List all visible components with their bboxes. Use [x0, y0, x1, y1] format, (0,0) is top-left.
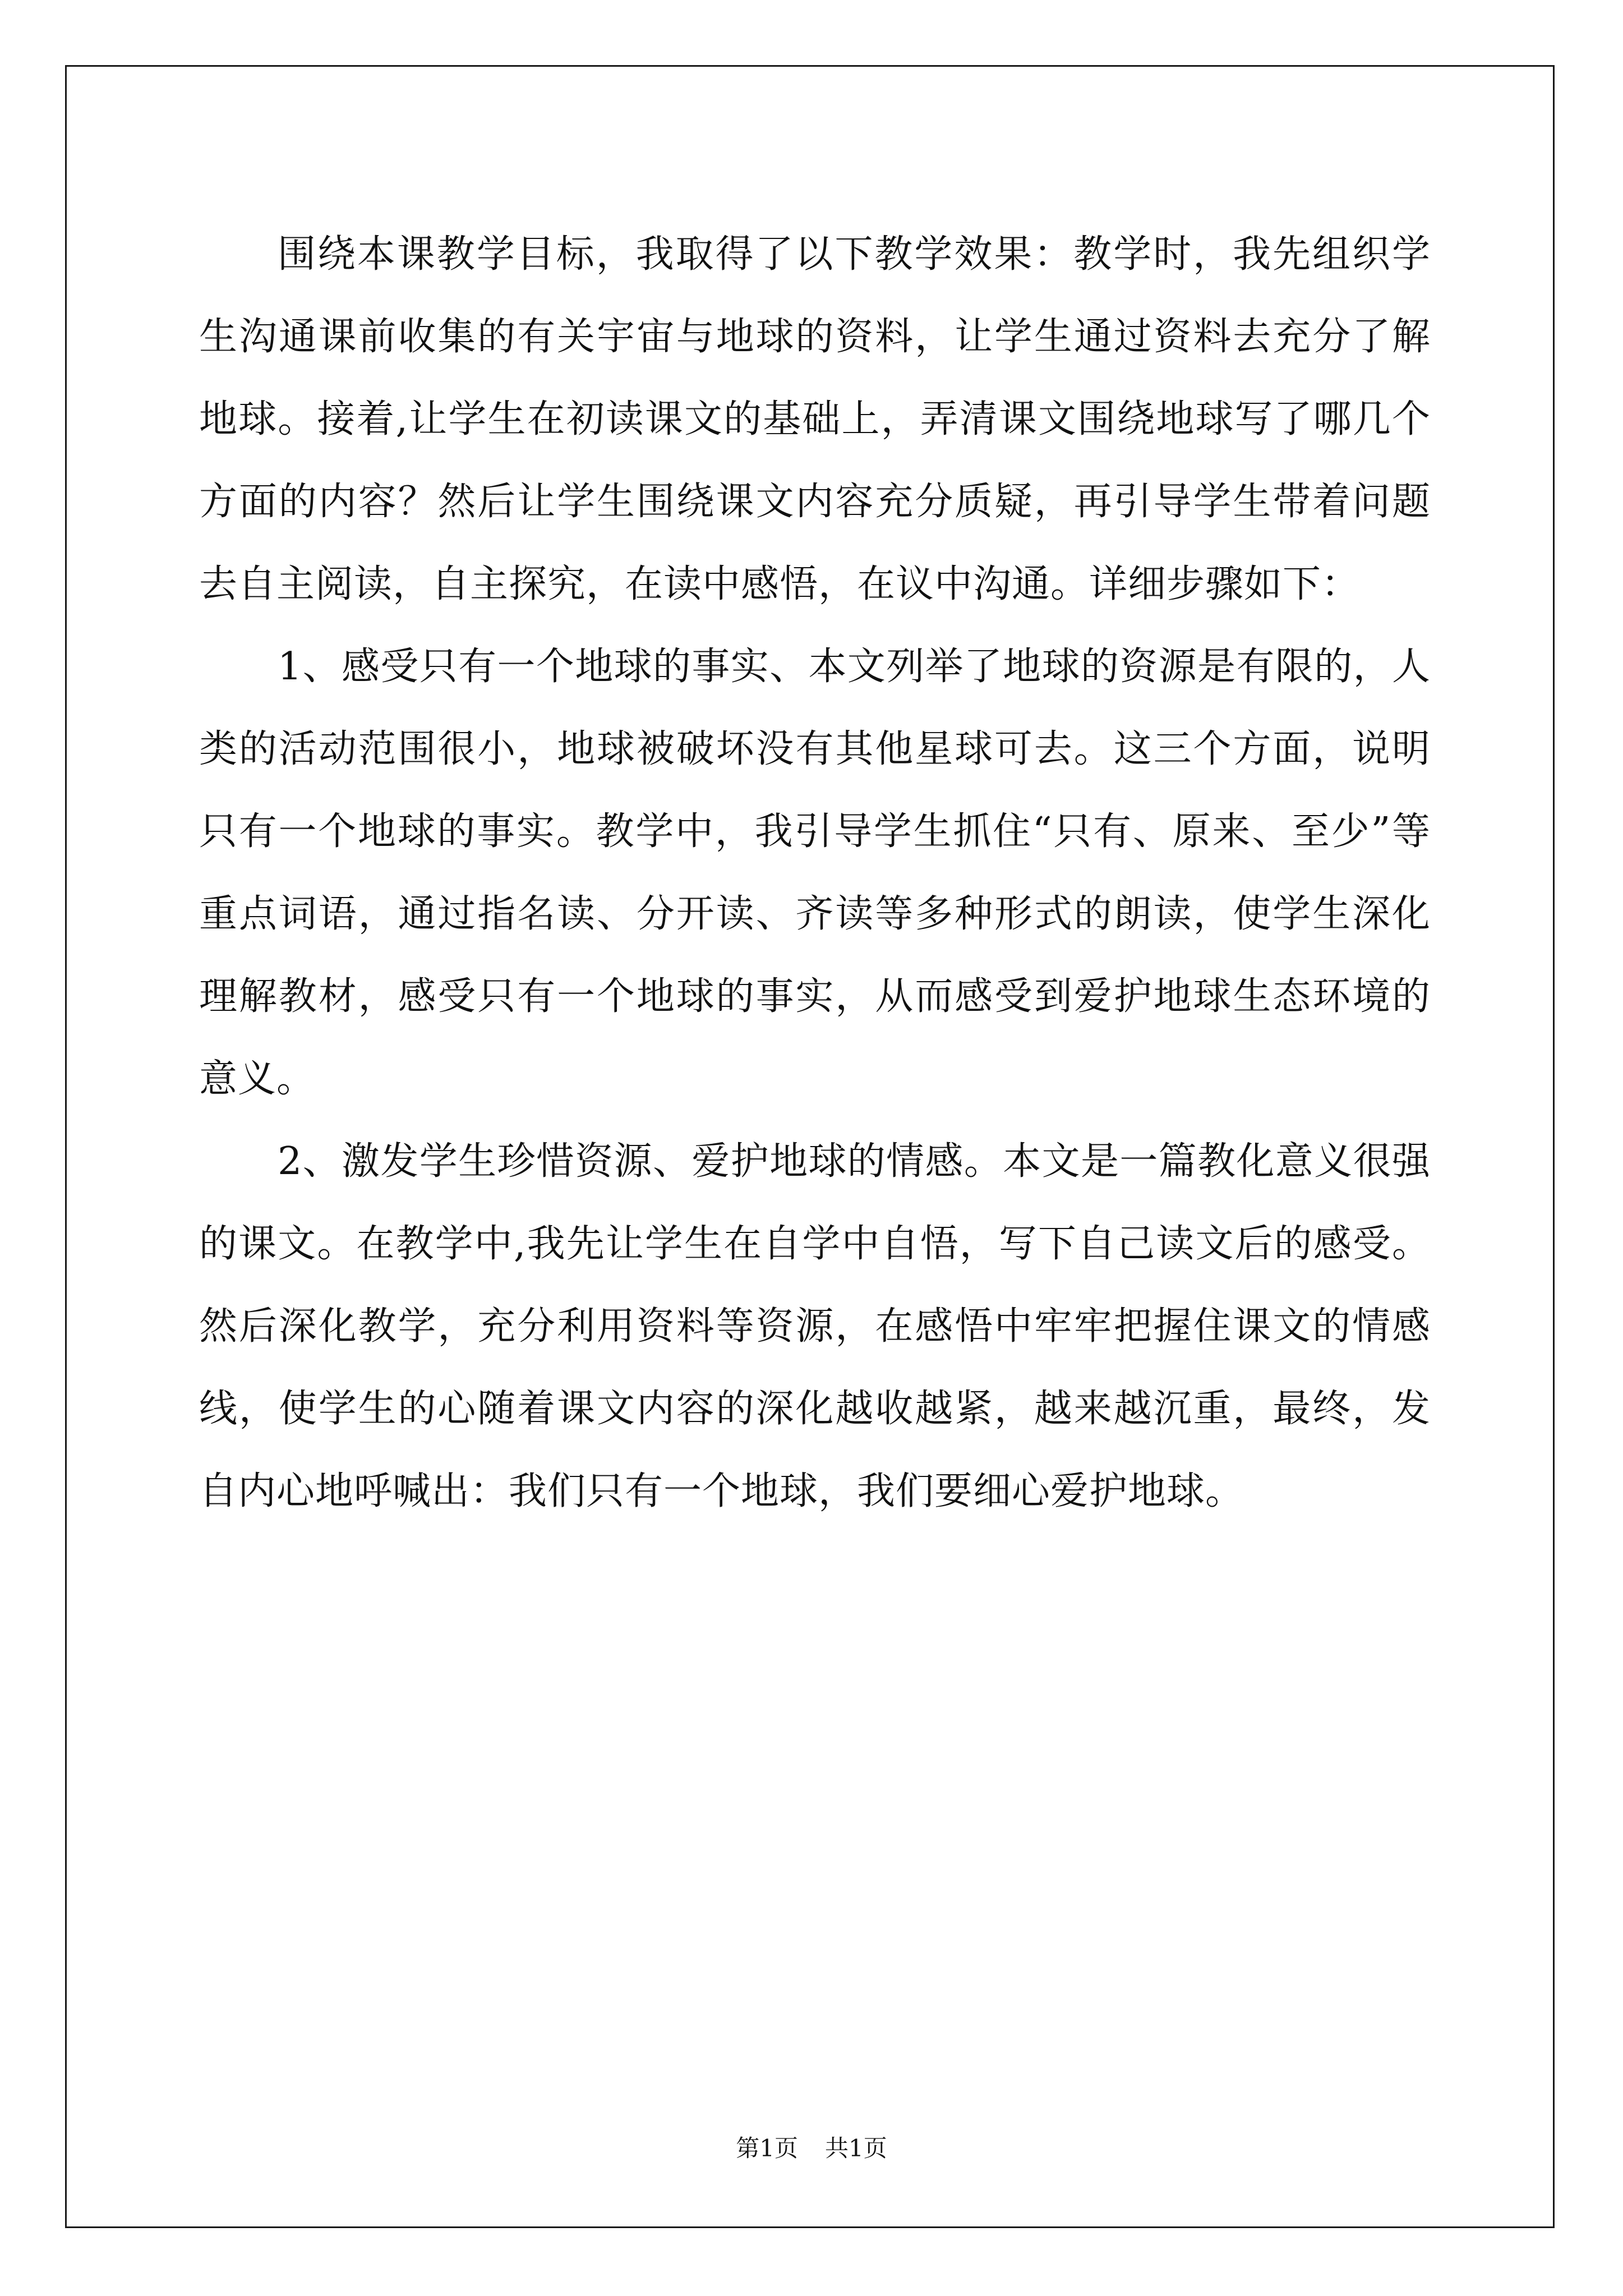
page-number-current: 第1页 [736, 2134, 798, 2162]
paragraph-intro: 围绕本课教学目标，我取得了以下教学效果：教学时，我先组织学生沟通课前收集的有关宇宙与地球的资料，让学生通过资料去充分了解地球。接着,让学生在初读课文的基础上，弄清课文围绕地球写了哪几个方面的内容？然后让学生围绕课文内容充分质疑，再引导学生带着问题去自主阅读，自主探究，在读中感悟，在议中沟通。详细步骤如下： [199, 232, 1431, 606]
paragraph-point-2: 2、激发学生珍惜资源、爱护地球的情感。本文是一篇教化意义很强的课文。在教学中,我先让学生在自学中自悟，写下自己读文后的感受。然后深化教学，充分利用资料等资源，在感悟中牢牢把握住课文的情感线，使学生的心随着课文内容的深化越收越紧，越来越沉重，最终，发自内心地呼喊出：我们只有一个地球，我们要细心爱护地球。 [199, 1139, 1431, 1513]
paragraph-point-1: 1、感受只有一个地球的事实、本文列举了地球的资源是有限的，人类的活动范围很小，地球被破坏没有其他星球可去。这三个方面，说明只有一个地球的事实。教学中，我引导学生抓住“只有、原来、至少”等重点词语，通过指名读、分开读、齐读等多种形式的朗读，使学生深化理解教材，感受只有一个地球的事实，从而感受到爱护地球生态环境的意义。 [199, 645, 1431, 1101]
page-number-total: 共1页 [825, 2134, 887, 2162]
document-body [199, 213, 1431, 1533]
page-footer [0, 2132, 1623, 2165]
